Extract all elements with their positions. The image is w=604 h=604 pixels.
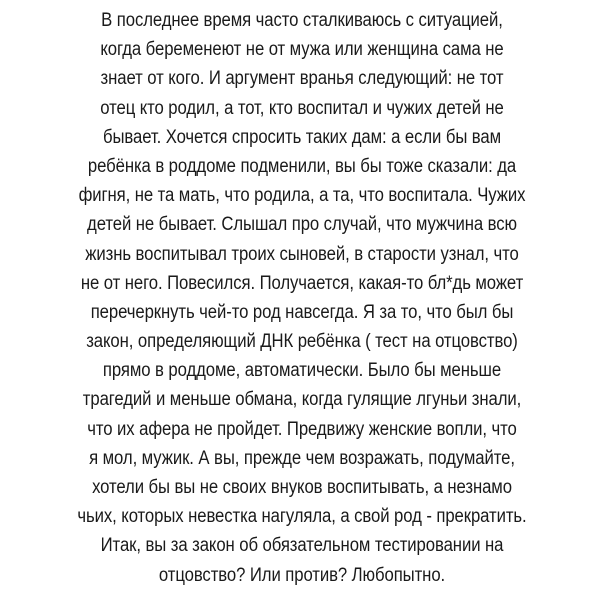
text-line-4: отец кто родил, а тот, кто воспитал и чужих детей не: [100, 97, 504, 119]
text-line-20: отцовство? Или против? Любопытно.: [158, 564, 446, 586]
post-text: [0, 6, 604, 590]
text-line-8: детей не бывает. Слышал про случай, что мужчина всю: [87, 214, 517, 236]
text-line-3: знает от кого. И аргумент вранья следующий: не тот: [100, 68, 504, 90]
text-line-1: В последнее время часто сталкиваюсь с ситуацией,: [101, 10, 503, 31]
text-line-13: прямо в роддоме, автоматически. Было бы меньше: [102, 360, 502, 382]
text-line-11: перечеркнуть чей-то род навсегда. Я за то, что был бы: [90, 301, 514, 323]
text-line-6: ребёнка в роддоме подменили, вы бы тоже сказали: да: [87, 155, 517, 177]
text-line-7: фигня, не та мать, что родила, а та, что воспитала. Чужих: [78, 185, 526, 207]
text-line-9: жизнь воспитывал троих сыновей, в старости узнал, что: [85, 243, 519, 265]
text-line-19: Итак, вы за закон об обязательном тестировании на: [100, 535, 504, 557]
text-line-12: закон, определяющий ДНК ребёнка ( тест на отцовство): [86, 331, 518, 353]
text-line-16: я мол, мужик. А вы, прежде чем возражать, подумайте,: [89, 447, 515, 469]
text-line-17: хотели бы вы не своих внуков воспитывать, а незнамо: [92, 477, 512, 498]
text-line-14: трагедий и меньше обмана, когда гулящие лгуньи знали,: [82, 389, 522, 411]
text-line-2: когда беременеют не от мужа или женщина сама не: [100, 39, 504, 61]
text-line-5: бывает. Хочется спросить таких дам: а если бы вам: [102, 126, 502, 148]
text-line-10: не от него. Повесился. Получается, какая-то бл*дь может: [80, 272, 524, 294]
text-line-15: что их афера не пройдет. Предвижу женские вопли, что: [87, 418, 517, 440]
text-line-18: чьих, которых невестка нагуляла, а свой род - прекратить.: [77, 506, 527, 528]
